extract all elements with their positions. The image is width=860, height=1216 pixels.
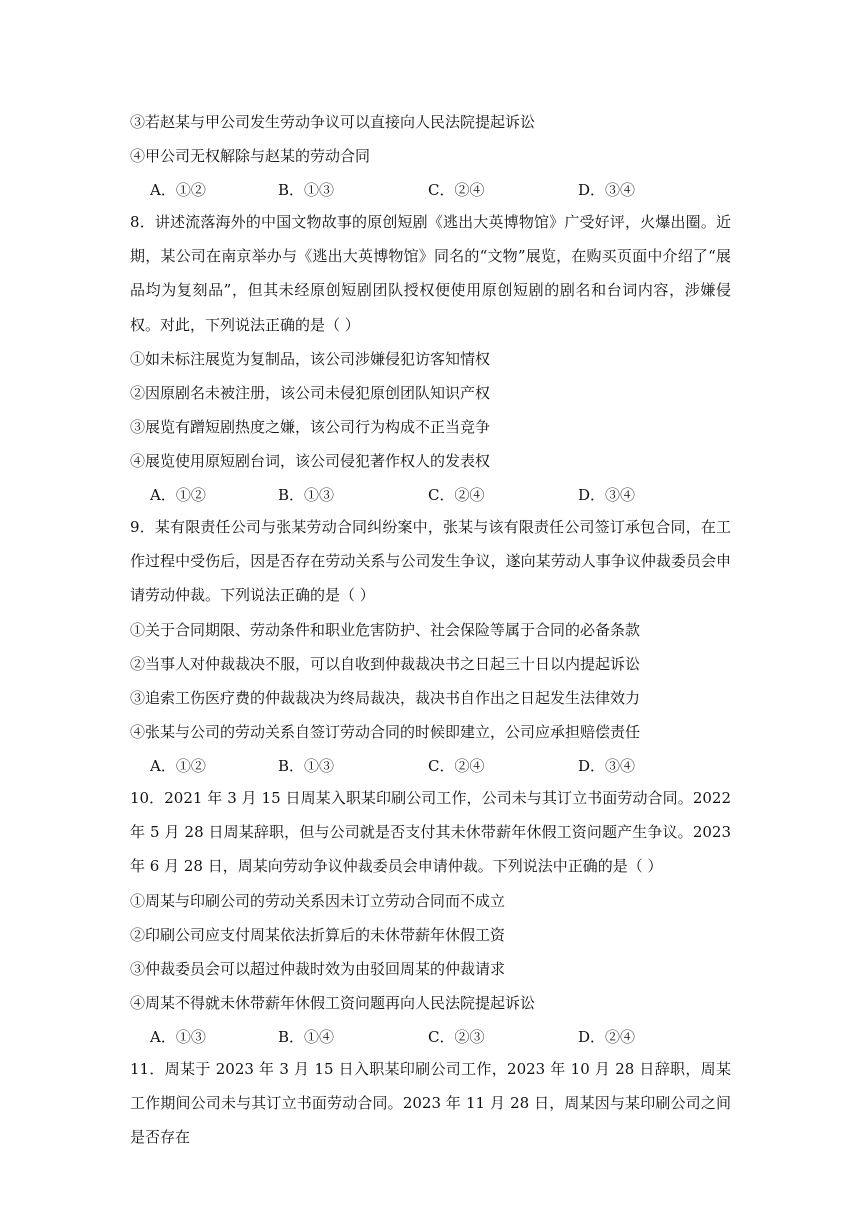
q8-option-b: B．①③ [278,486,335,504]
q10-option-a: A．①③ [150,1028,206,1046]
q8-statement-4: ④展览使用原短剧台词，该公司侵犯著作权人的发表权 [130,452,491,470]
q10-option-d: D．②④ [578,1028,636,1046]
q9-statement-1: ①关于合同期限、劳动条件和职业危害防护、社会保险等属于合同的必备条款 [130,621,641,639]
q9-option-d: D．③④ [578,757,636,775]
q10-statement-3: ③仲裁委员会可以超过仲裁时效为由驳回周某的仲裁请求 [130,960,506,978]
q10-option-c: C．②③ [428,1028,485,1046]
q9-option-a: A．①② [150,757,206,775]
q8-stem: 8．讲述流落海外的中国文物故事的原创短剧《逃出大英博物馆》广受好评，火爆出圈。近期，某公司在南京举办与《逃出大英博物馆》同名的“文物”展览，在购买页面中介绍了“展品均为复刻品”，但其未经原创短剧团队授权便使用原创短剧的剧名和台词内容，涉嫌侵权。对此，下列说法正确的是（ ） [130,213,731,334]
q10-options [150,1027,730,1047]
q8-statement-1: ①如未标注展览为复制品，该公司涉嫌侵犯访客知情权 [130,350,491,368]
q8-option-c: C．②④ [428,486,485,504]
q9-option-b: B．①③ [278,757,335,775]
q10-statement-1: ①周某与印刷公司的劳动关系因未订立劳动合同而不成立 [130,892,506,910]
q10-statement-2: ②印刷公司应支付周某依法折算后的未休带薪年休假工资 [130,926,506,944]
q7-options [150,180,730,200]
q8-option-d: D．③④ [578,486,636,504]
q7-option-b: B．①③ [278,181,335,199]
q9-statement-2: ②当事人对仲裁裁决不服，可以自收到仲裁裁决书之日起三十日以内提起诉讼 [130,655,641,673]
q8-option-a: A．①② [150,486,206,504]
q7-option-c: C．②④ [428,181,485,199]
q7-option-a: A．①② [150,181,206,199]
q9-options [150,756,730,776]
q9-stem: 9．某有限责任公司与张某劳动合同纠纷案中，张某与该有限责任公司签订承包合同，在工作过程中受伤后，因是否存在劳动关系与公司发生争议，遂向某劳动人事争议仲裁委员会申请劳动仲裁。下列说法正确的是（ ） [130,518,731,605]
q7-option-d: D．③④ [578,181,636,199]
q8-statement-2: ②因原剧名未被注册，该公司未侵犯原创团队知识产权 [130,384,491,402]
q7-statement-4: ④甲公司无权解除与赵某的劳动合同 [130,147,371,165]
q10-option-b: B．①④ [278,1028,335,1046]
q11-stem: 11．周某于 2023 年 3 月 15 日入职某印刷公司工作，2023 年 10 月 28 日辞职，周某工作期间公司未与其订立书面劳动合同。2023 年 11 月 28 日，周某因与某印刷公司之间是否存在 [130,1060,731,1147]
q10-stem: 10．2021 年 3 月 15 日周某入职某印刷公司工作，公司未与其订立书面劳动合同。2022 年 5 月 28 日周某辞职，但与公司就是否支付其未休带薪年休假工资问题产生争议。2023 年 6 月 28 日，周某向劳动争议仲裁委员会申请仲裁。下列说法中正确的是（ ） [130,789,731,876]
q8-statement-3: ③展览有蹭短剧热度之嫌，该公司行为构成不正当竞争 [130,418,491,436]
q8-options [150,485,730,505]
q10-statement-4: ④周某不得就未休带薪年休假工资问题再向人民法院提起诉讼 [130,994,536,1012]
q9-option-c: C．②④ [428,757,485,775]
q9-statement-4: ④张某与公司的劳动关系自签订劳动合同的时候即建立，公司应承担赔偿责任 [130,723,641,741]
q9-statement-3: ③追索工伤医疗费的仲裁裁决为终局裁决，裁决书自作出之日起发生法律效力 [130,689,641,707]
q7-statement-3: ③若赵某与甲公司发生劳动争议可以直接向人民法院提起诉讼 [130,113,536,131]
